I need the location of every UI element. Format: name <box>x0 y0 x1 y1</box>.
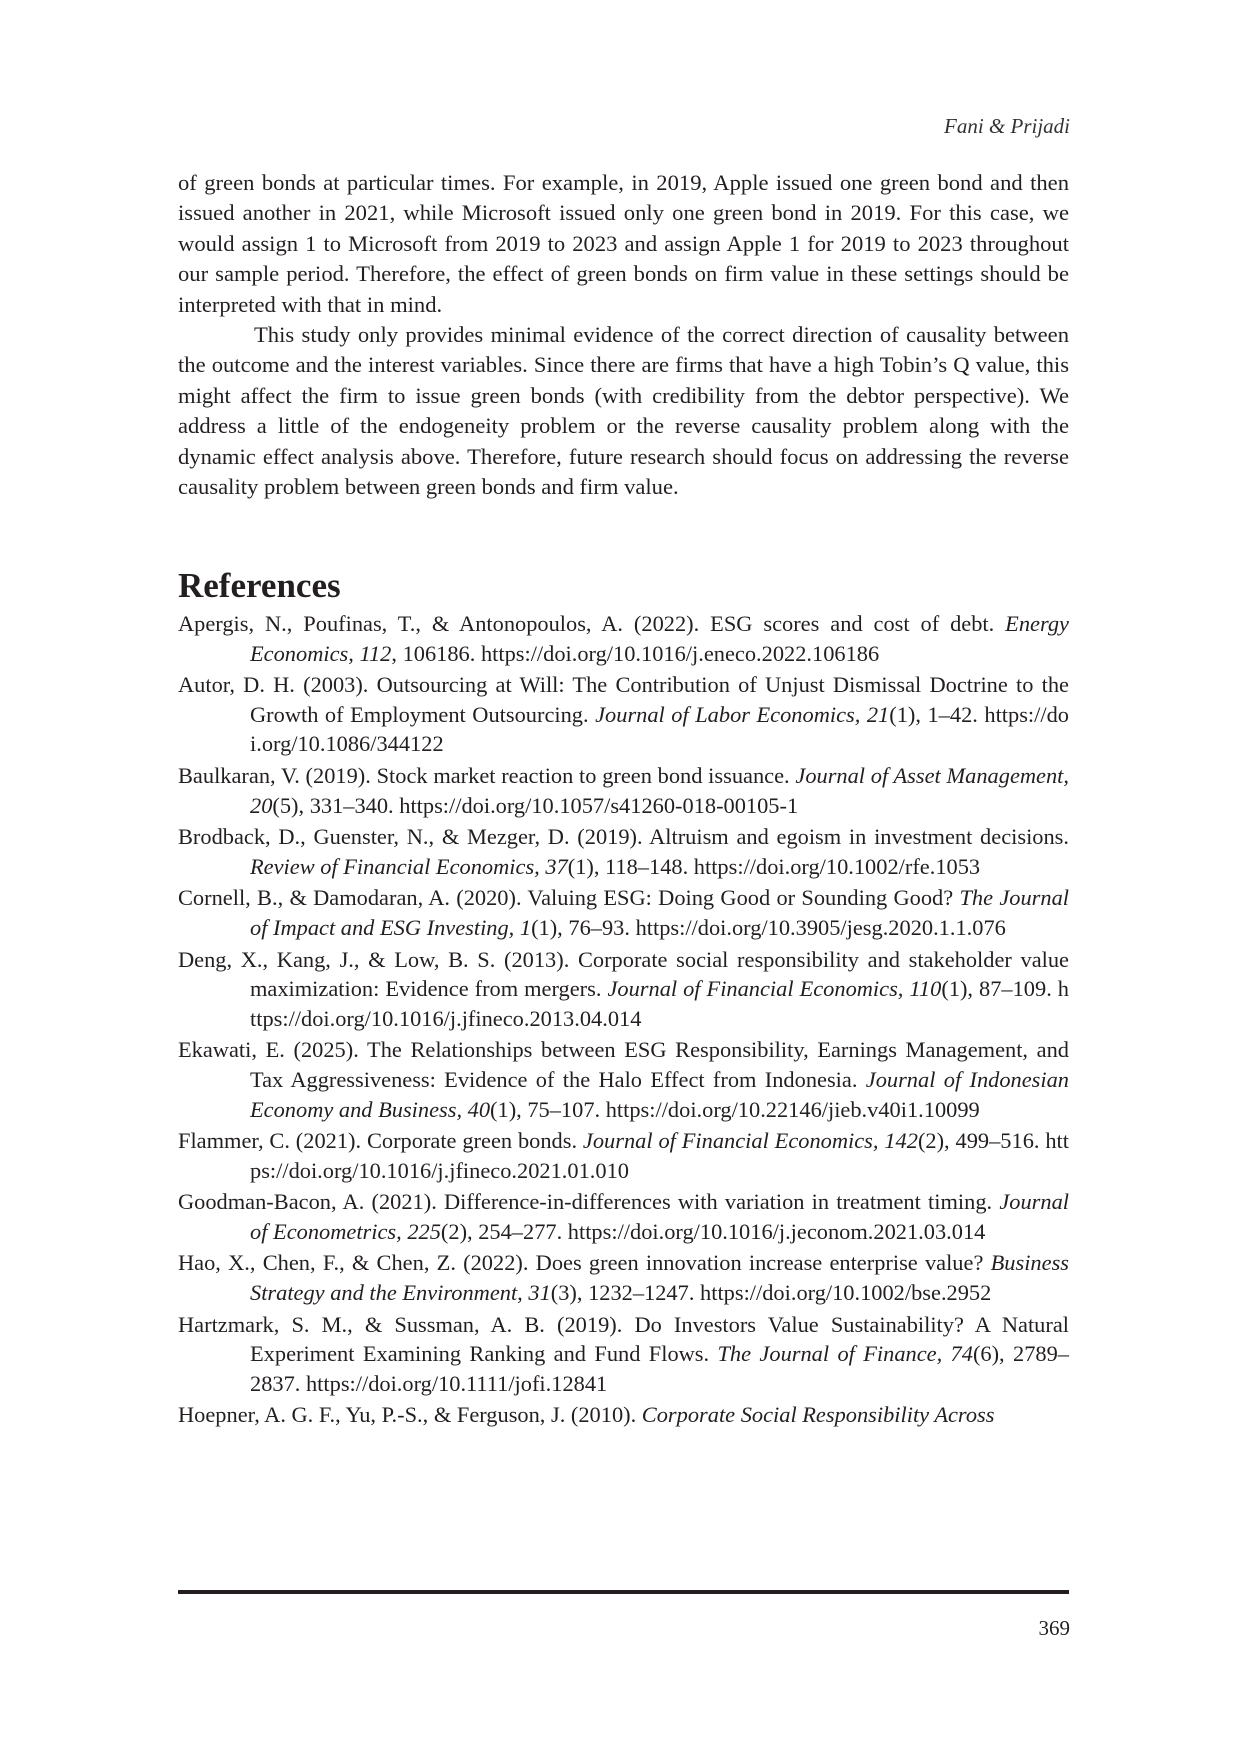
reference-item <box>178 609 1069 668</box>
reference-text: Autor, D. H. (2003). Outsourcing at Will: The Contribution of Unjust Dismissal Doctrine to the Growth of Employment Outsourcing. <box>178 672 1069 727</box>
reference-journal: Journal of Financial Economics, 142 <box>582 1128 918 1154</box>
footer-rule <box>178 1590 1069 1594</box>
paragraph: of green bonds at particular times. For example, in 2019, Apple issued one green bond and then issued another in 2021, while Microsoft issued only one green bond in 2019. For this case, we would assign 1 to Microsoft from 2019 to 2023 and assign Apple 1 for 2019 to 2023 throughout our sample period. Therefore, the effect of green bonds on firm value in these settings should be interpreted with that in mind. <box>178 170 1069 317</box>
reference-doi-link[interactable]: https://doi.org/10.1086/344122 <box>250 701 1069 757</box>
reference-doi-link[interactable]: https://doi.org/10.1111/jofi.12841 <box>305 1370 608 1396</box>
reference-journal: The Journal of Finance, 74 <box>717 1341 973 1367</box>
reference-journal: Journal of Econometrics, 225 <box>250 1189 1069 1244</box>
reference-item <box>178 1035 1069 1124</box>
reference-details: (1), 75–107. <box>490 1096 606 1122</box>
reference-details: (1), 118–148. <box>567 853 694 879</box>
reference-list <box>178 609 1069 1432</box>
running-head: Fani & Prijadi <box>944 114 1070 138</box>
reference-text: Hao, X., Chen, F., & Chen, Z. (2022). Does green innovation increase enterprise value? <box>178 1250 991 1276</box>
reference-item <box>178 945 1069 1034</box>
reference-details: , 106186. <box>391 640 481 666</box>
reference-details: (6), 2789–2837. <box>250 1341 1069 1396</box>
reference-journal: Journal of Labor Economics, 21 <box>595 701 890 727</box>
page-number: 369 <box>1038 1616 1070 1640</box>
reference-journal: Review of Financial Economics, 37 <box>250 853 568 879</box>
reference-journal: Journal of Indonesian Economy and Business, 40 <box>250 1066 1069 1122</box>
reference-item <box>178 822 1069 881</box>
reference-details: (1), 1–42. <box>889 701 985 727</box>
reference-journal: Business Strategy and the Environment, 31 <box>250 1250 1069 1306</box>
reference-doi-link[interactable]: https://doi.org/10.1002/rfe.1053 <box>693 853 981 879</box>
reference-text: Cornell, B., & Damodaran, A. (2020). Valuing ESG: Doing Good or Sounding Good? <box>178 885 960 911</box>
reference-text: Baulkaran, V. (2019). Stock market reaction to green bond issuance. <box>178 762 796 788</box>
reference-details: (1), 76–93. <box>531 914 636 940</box>
reference-text: Goodman-Bacon, A. (2021). Difference-in-differences with variation in treatment timing. <box>178 1189 1000 1215</box>
reference-journal: Journal of Financial Economics, 110 <box>607 976 942 1002</box>
references-heading: References <box>178 566 341 605</box>
reference-item <box>178 761 1069 820</box>
reference-item <box>178 1187 1069 1246</box>
reference-doi-link[interactable]: https://doi.org/10.1002/bse.2952 <box>700 1280 992 1306</box>
reference-doi-link[interactable]: https://doi.org/10.1016/j.eneco.2022.106186 <box>480 640 880 666</box>
reference-details: (1), 87–109. <box>941 976 1058 1002</box>
reference-doi-link[interactable]: https://doi.org/10.1016/j.jfineco.2021.01.010 <box>250 1128 1069 1183</box>
reference-text: Hartzmark, S. M., & Sussman, A. B. (2019). Do Investors Value Sustainability? A Natural Experiment Examining Ranking and Fund Flows. <box>178 1311 1069 1367</box>
body-text <box>178 168 1069 502</box>
reference-item <box>178 1126 1069 1185</box>
reference-item <box>178 1248 1069 1307</box>
reference-text: Deng, X., Kang, J., & Low, B. S. (2013). Corporate social responsibility and stakeholder value maximization: Evidence from mergers. <box>178 946 1069 1002</box>
reference-doi-link[interactable]: https://doi.org/10.22146/jieb.v40i1.10099 <box>605 1096 980 1122</box>
reference-text: Flammer, C. (2021). Corporate green bonds. <box>178 1128 583 1154</box>
paragraph: This study only provides minimal evidence of the correct direction of causality between the outcome and the interest variables. Since there are firms that have a high Tobin’s Q value, this might affect the firm to issue green bonds (with credibility from the debtor perspective). We address a little of the endogeneity problem or the reverse causality problem along with the dynamic effect analysis above. Therefore, future research should focus on addressing the reverse causality problem between green bonds and firm value. <box>178 322 1069 500</box>
reference-doi-link[interactable]: https://doi.org/10.1016/j.jfineco.2013.04.014 <box>250 976 1069 1031</box>
reference-journal: The Journal of Impact and ESG Investing, 1 <box>250 885 1069 940</box>
reference-details: (5), 331–340. <box>272 792 400 818</box>
reference-text: Apergis, N., Poufinas, T., & Antonopoulos, A. (2022). ESG scores and cost of debt. <box>178 611 1006 636</box>
reference-item <box>178 1310 1069 1399</box>
reference-doi-link[interactable]: https://doi.org/10.3905/jesg.2020.1.1.076 <box>635 914 1006 940</box>
reference-text: Hoepner, A. G. F., Yu, P.-S., & Ferguson, J. (2010). <box>178 1402 642 1428</box>
reference-item <box>178 670 1069 759</box>
reference-doi-link[interactable]: https://doi.org/10.1016/j.jeconom.2021.03.014 <box>567 1218 986 1244</box>
reference-journal: Journal of Asset Management, 20 <box>250 762 1069 818</box>
reference-journal: Energy Economics, 112 <box>250 611 1069 666</box>
reference-text: Ekawati, E. (2025). The Relationships between ESG Responsibility, Earnings Management, and Tax Aggressiveness: Evidence of the Halo Effect from Indonesia. <box>178 1037 1069 1092</box>
reference-details: (3), 1232–1247. <box>550 1280 701 1306</box>
reference-item <box>178 1400 1069 1430</box>
reference-details: (2), 499–516. <box>917 1128 1046 1154</box>
reference-doi-link[interactable]: https://doi.org/10.1057/s41260-018-00105-1 <box>399 792 799 818</box>
reference-journal: Corporate Social Responsibility Across <box>641 1402 995 1428</box>
reference-details: (2), 254–277. <box>440 1218 568 1244</box>
reference-item <box>178 883 1069 942</box>
reference-text: Brodback, D., Guenster, N., & Mezger, D. (2019). Altruism and egoism in investment decisions. <box>178 824 1069 850</box>
